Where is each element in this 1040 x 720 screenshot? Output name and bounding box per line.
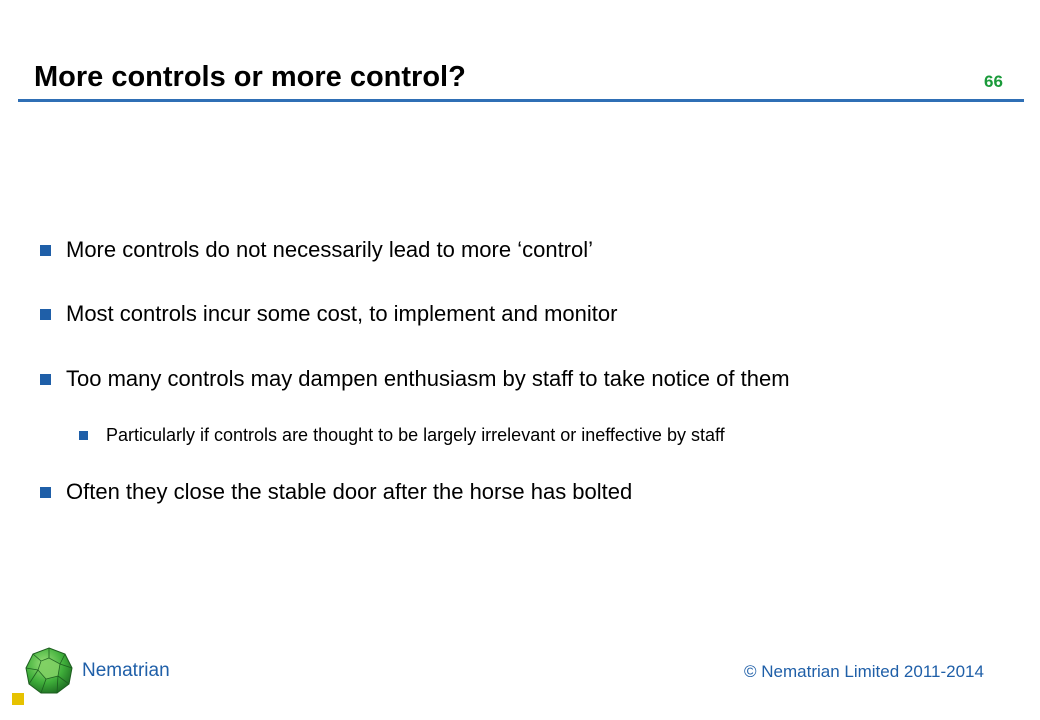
bullet-item — [66, 236, 593, 264]
sub-bullet-item — [106, 423, 725, 447]
square-bullet-icon — [40, 309, 51, 320]
slide-number: 66 — [984, 72, 1003, 91]
square-bullet-icon — [40, 487, 51, 498]
bullet-text: Often they close the stable door after the horse has bolted — [66, 479, 633, 504]
bullet-item — [66, 478, 632, 506]
bullet-item — [66, 300, 617, 328]
bullet-text: Too many controls may dampen enthusiasm by staff to take notice of them — [66, 366, 790, 391]
bullet-text: Most controls incur some cost, to implement and monitor — [66, 301, 618, 326]
square-bullet-icon — [40, 245, 51, 256]
corner-square-icon — [12, 693, 24, 705]
brand-name: Nematrian — [82, 660, 170, 681]
green-polyhedron-icon — [24, 646, 74, 696]
slide-title: More controls or more control? — [34, 61, 466, 93]
bullet-text: Particularly if controls are thought to be largely irrelevant or ineffective by staff — [106, 425, 725, 445]
copyright-notice: © Nematrian Limited 2011-2014 — [744, 662, 984, 681]
square-bullet-icon — [40, 374, 51, 385]
bullet-item — [66, 365, 790, 393]
square-bullet-icon — [79, 431, 88, 440]
bullet-text: More controls do not necessarily lead to more ‘control’ — [66, 237, 594, 262]
